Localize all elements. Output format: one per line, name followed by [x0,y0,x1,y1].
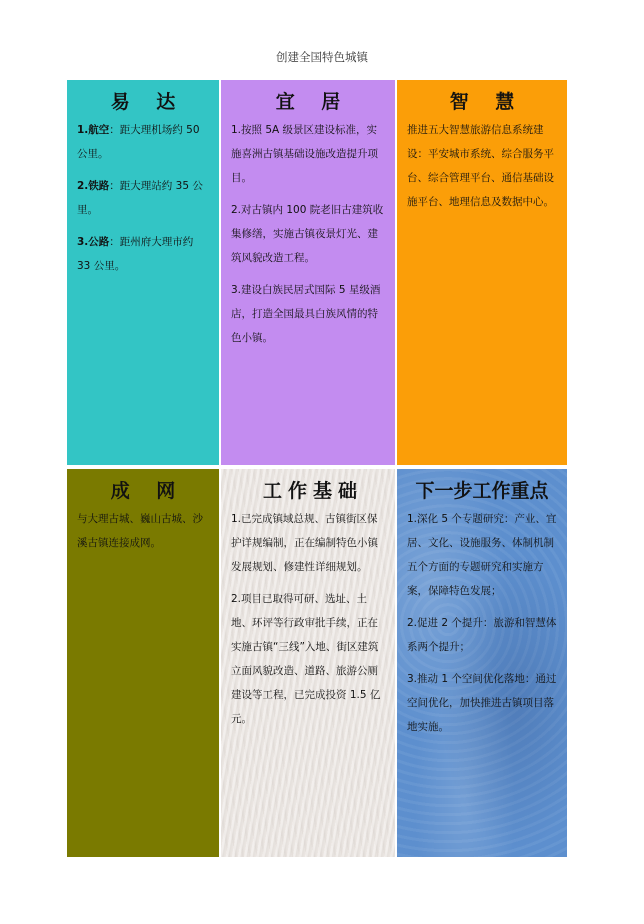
cell-heading: 工作基础 [262,480,363,502]
paragraph: 3.推动 1 个空间优化落地：通过空间优化，加快推进古镇项目落地实施。 [407,673,557,733]
list-item [77,118,209,166]
cell-heading: 下一步工作重点 [415,480,549,502]
cell-heading: 宜 居 [275,91,351,113]
paragraph: 1.已完成镇域总规、古镇街区保护详规编制，正在编制特色小镇发展规划、修建性详细规划。 [231,513,378,573]
paragraph: 2.促进 2 个提升：旅游和智慧体系两个提升； [407,617,557,653]
list-item [77,174,209,222]
feature-grid [67,80,567,857]
item-text: ：距大理站约 35 公里。 [77,180,203,216]
item-label: 1.航空 [77,124,110,136]
cell-next-steps [397,469,567,857]
paragraph: 1.按照 5A 级景区建设标准，实施喜洲古镇基础设施改造提升项目。 [231,124,378,184]
item-label: 2.铁路 [77,180,110,192]
paragraph: 推进五大智慧旅游信息系统建设：平安城市系统、综合服务平台、综合管理平台、通信基础设施平台、地理信息及数据中心。 [407,124,554,208]
cell-heading: 成 网 [110,480,186,502]
paragraph: 2.项目已取得可研、选址、土地、环评等行政审批手续，正在实施古镇“三线”入地、街区建筑立面风貌改造、道路、旅游公厕建设等工程，已完成投资 1.5 亿元。 [231,593,381,725]
cell-body [407,118,557,214]
item-text: ：距州府大理市约 33 公里。 [77,236,194,272]
cell-smart [397,80,567,465]
cell-body [407,507,557,739]
item-label: 3.公路 [77,236,110,248]
item-text: ：距大理机场约 50 公里。 [77,124,200,160]
cell-body [77,118,209,278]
cell-livability [221,80,395,465]
paragraph: 2.对古镇内 100 院老旧古建筑收集修缮，实施古镇夜景灯光、建筑风貌改造工程。 [231,204,384,264]
cell-heading: 智 慧 [449,91,525,113]
cell-body [231,507,385,731]
paragraph: 1.深化 5 个专题研究：产业、宜居、文化、设施服务、体制机制五个方面的专题研究和实施方案，保障特色发展； [407,513,557,597]
cell-network [67,469,219,857]
paragraph: 3.建设白族民居式国际 5 星级酒店，打造全国最具白族风情的特色小镇。 [231,284,381,344]
cell-body [77,507,209,555]
list-item [77,230,209,278]
cell-body [231,118,385,350]
page-title: 创建全国特色城镇 [276,50,368,64]
paragraph: 与大理古城、巍山古城、沙溪古镇连接成网。 [77,513,203,549]
cell-heading: 易 达 [110,91,186,113]
cell-work-basis [221,469,395,857]
cell-accessibility [67,80,219,465]
